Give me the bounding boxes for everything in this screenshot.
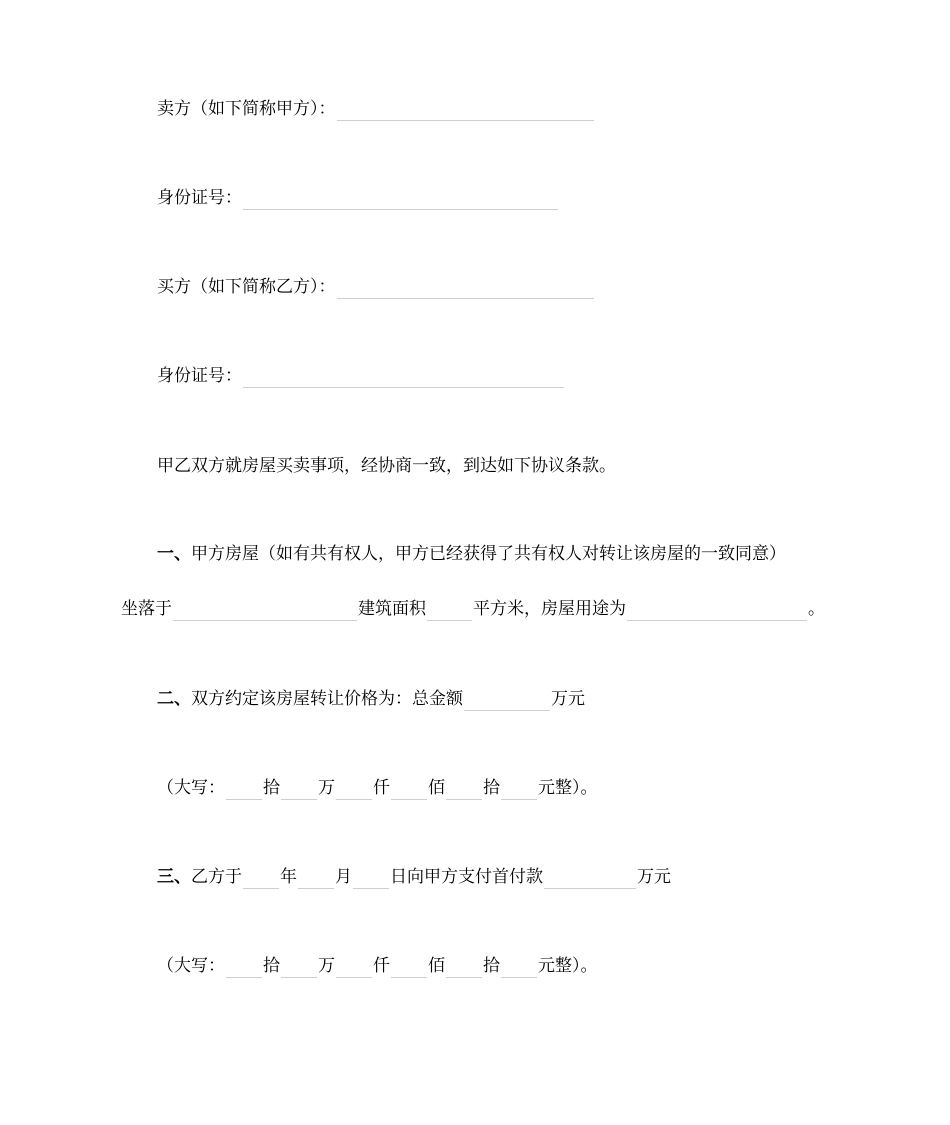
clause1-detail-line [121, 597, 825, 621]
clause3-caps-field-6[interactable] [501, 959, 537, 978]
clause2-caps-line [157, 776, 598, 800]
year-field[interactable] [243, 870, 279, 889]
clause2-caps-field-4[interactable] [391, 781, 427, 800]
clause3-caps-field-5[interactable] [446, 959, 482, 978]
located-label: 坐落于 [121, 599, 172, 619]
clause3-caps-field-3[interactable] [336, 959, 372, 978]
buyer-id-field[interactable] [243, 369, 564, 388]
clause2-number: 二、 [157, 689, 191, 709]
clause2-caps-field-3[interactable] [336, 781, 372, 800]
intro-text: 甲乙双方就房屋买卖事项，经协商一致，到达如下协议条款。 [157, 456, 616, 476]
usage-field[interactable] [627, 602, 807, 621]
clause2-caps-close: 元整）。 [538, 778, 598, 798]
clause2-caps-field-5[interactable] [446, 781, 482, 800]
clause2-shi1: 拾 [263, 778, 280, 798]
clause1-number: 一、 [157, 544, 191, 564]
month-field[interactable] [298, 870, 334, 889]
seller-id-line [157, 186, 559, 210]
clause2-bai: 佰 [428, 778, 445, 798]
location-field[interactable] [173, 602, 357, 621]
total-price-field[interactable] [464, 692, 550, 711]
clause3-caps-line [157, 954, 598, 978]
seller-id-field[interactable] [243, 191, 558, 210]
clause3-shi1: 拾 [263, 956, 280, 976]
clause2-text: 双方约定该房屋转让价格为：总金额 [191, 689, 463, 709]
clause2-shi2: 拾 [483, 778, 500, 798]
down-payment-field[interactable] [544, 870, 636, 889]
clause3-shi2: 拾 [483, 956, 500, 976]
clause3-number: 三、 [157, 867, 191, 887]
day-field[interactable] [353, 870, 389, 889]
clause2-caps-field-2[interactable] [281, 781, 317, 800]
month-label: 月 [335, 867, 352, 887]
clause1-text: 甲方房屋（如有共有权人，甲方已经获得了共有权人对转让该房屋的一致同意） [191, 544, 786, 564]
seller-line [157, 97, 595, 121]
clause3-caps-open: （大写： [157, 956, 225, 976]
clause3-wan: 万 [318, 956, 335, 976]
clause2-wan: 万 [318, 778, 335, 798]
clause3-text2: 日向甲方支付首付款 [390, 867, 543, 887]
clause3-line [157, 865, 671, 889]
clause3-unit: 万元 [637, 867, 671, 887]
seller-label: 卖方（如下简称甲方）： [157, 99, 336, 119]
seller-name-field[interactable] [337, 102, 594, 121]
intro-line [157, 454, 616, 478]
clause2-caps-field-6[interactable] [501, 781, 537, 800]
clause1-end: 。 [808, 599, 825, 619]
clause3-text1: 乙方于 [191, 867, 242, 887]
buyer-id-line [157, 364, 565, 388]
clause2-caps-open: （大写： [157, 778, 225, 798]
area-field[interactable] [427, 602, 472, 621]
clause3-caps-field-4[interactable] [391, 959, 427, 978]
clause3-bai: 佰 [428, 956, 445, 976]
usage-label: 平方米，房屋用途为 [473, 599, 626, 619]
clause3-caps-field-1[interactable] [226, 959, 262, 978]
clause2-unit: 万元 [551, 689, 585, 709]
buyer-name-field[interactable] [337, 280, 594, 299]
year-label: 年 [280, 867, 297, 887]
clause2-line [157, 687, 585, 711]
area-label: 建筑面积 [358, 599, 426, 619]
clause3-qian: 仟 [373, 956, 390, 976]
buyer-id-label: 身份证号： [157, 366, 242, 386]
clause3-caps-close: 元整）。 [538, 956, 598, 976]
clause2-caps-field-1[interactable] [226, 781, 262, 800]
clause2-qian: 仟 [373, 778, 390, 798]
seller-id-label: 身份证号： [157, 188, 242, 208]
buyer-label: 买方（如下简称乙方）： [157, 277, 336, 297]
clause1-line [157, 542, 786, 566]
clause3-caps-field-2[interactable] [281, 959, 317, 978]
buyer-line [157, 275, 595, 299]
